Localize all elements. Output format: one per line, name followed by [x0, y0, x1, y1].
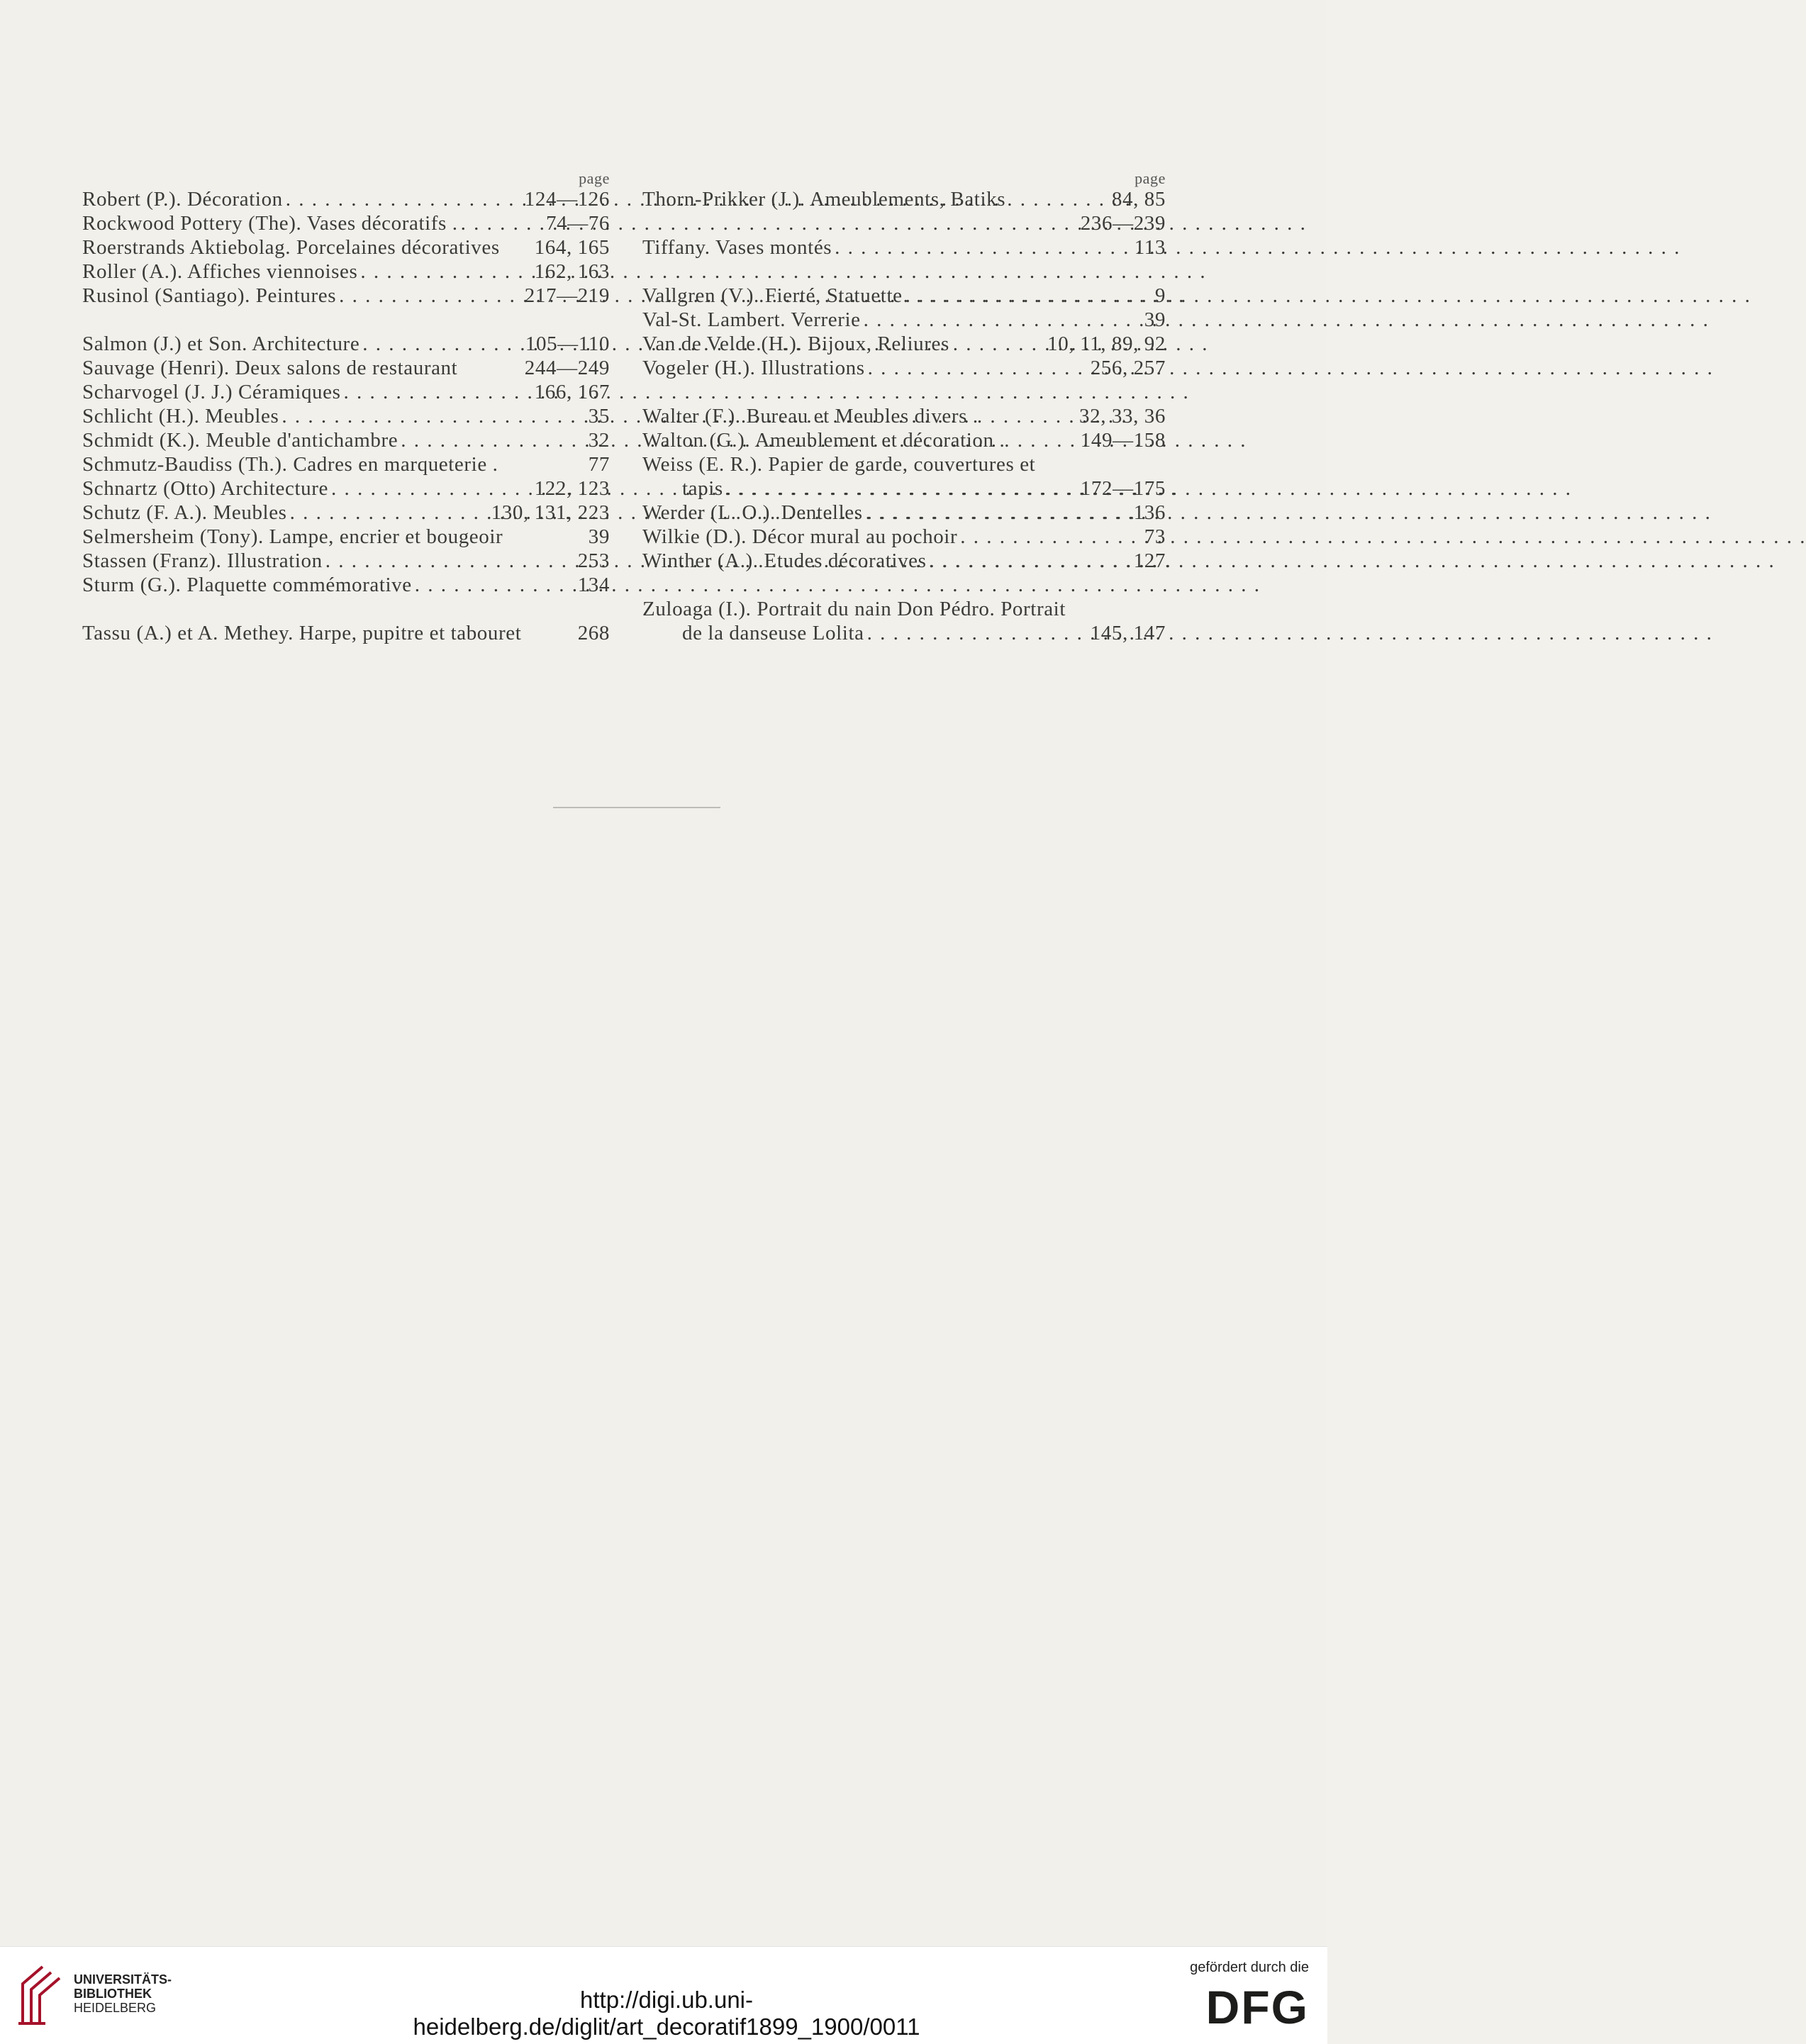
dot-leader: [861, 308, 1144, 332]
entry-text: Roller (A.). Affiches viennoises: [82, 260, 358, 283]
dot-leader: [359, 332, 525, 356]
entry-page-numbers: 127: [1133, 549, 1166, 572]
index-entry: [82, 187, 610, 211]
dot-leader: [864, 621, 1091, 645]
entry-page-numbers: 32: [588, 429, 610, 452]
dot-leader: [341, 380, 535, 404]
index-entry: [82, 549, 610, 573]
entry-page-numbers: 166, 167: [534, 381, 610, 403]
entry-page-numbers: 145, 147: [1090, 622, 1166, 644]
index-entry: [642, 235, 1166, 259]
index-entries-left: [82, 187, 610, 645]
entry-text: Schlicht (H.). Meubles: [82, 405, 279, 428]
entry-page-numbers: 236—239: [1080, 212, 1166, 235]
library-name: UNIVERSITÄTS- BIBLIOTHEK HEIDELBERG: [74, 1972, 172, 2015]
entry-text: Schmidt (K.). Meuble d'antichambre: [82, 429, 398, 452]
index-entry: [642, 501, 1166, 525]
index-entry: [642, 597, 1166, 621]
entry-text: Van de Velde (H.). Bijoux, Reliures: [642, 333, 949, 355]
index-entry: [82, 525, 610, 549]
index-entry: [82, 380, 610, 404]
entry-text: Stassen (Franz). Illustration: [82, 549, 323, 572]
entry-page-numbers: 122, 123: [534, 477, 610, 500]
page-column-header: page: [1135, 169, 1166, 187]
section-divider: [553, 807, 720, 808]
index-entry: [642, 404, 1166, 428]
index-entry: [82, 573, 610, 597]
entry-page-numbers: 164, 165: [534, 236, 610, 259]
entry-text: Sturm (G.). Plaquette commémorative: [82, 574, 412, 596]
dot-leader: [283, 187, 525, 211]
entry-text: Rockwood Pottery (The). Vases décoratifs .: [82, 212, 458, 235]
entry-text: Vogeler (H.). Illustrations: [642, 357, 865, 379]
entry-page-numbers: 136: [1133, 501, 1166, 524]
index-entry: [82, 211, 610, 235]
dot-leader: [927, 549, 1134, 573]
index-entry: [82, 501, 610, 525]
entry-text: Rusinol (Santiago). Peintures: [82, 284, 337, 307]
index-entry: [82, 284, 610, 308]
index-entry: [82, 332, 610, 356]
entry-page-numbers: 256, 257: [1090, 357, 1166, 379]
index-entry: [642, 549, 1166, 573]
viewer-footer: [0, 1946, 1327, 2044]
entry-page-numbers: 253: [577, 549, 610, 572]
index-entry: [642, 428, 1166, 452]
entry-page-numbers: 162, 163: [534, 260, 610, 283]
entry-text: Sauvage (Henri). Deux salons de restaurant: [82, 357, 458, 379]
index-entry: [82, 452, 610, 476]
entry-page-numbers: 217—219: [524, 284, 610, 307]
entry-page-numbers: 73: [1144, 525, 1166, 548]
entry-text: Walter (F.). Bureau et Meubles divers .: [642, 405, 979, 428]
dot-leader: [957, 525, 1144, 549]
entry-text: Winther (A.). Etudes décoratives: [642, 549, 927, 572]
entry-page-numbers: 74—76: [546, 212, 610, 235]
entry-text: Tiffany. Vases montés: [642, 236, 832, 259]
section-gap: [642, 573, 1166, 597]
entry-page-numbers: 39: [1144, 308, 1166, 331]
entry-page-numbers: 244—249: [524, 357, 610, 379]
entry-text: Schnartz (Otto) Architecture: [82, 477, 328, 500]
entry-text: Scharvogel (J. J.) Céramiques: [82, 381, 341, 403]
page-column-header: page: [579, 169, 610, 187]
dot-leader: [412, 573, 578, 597]
section-gap: [82, 597, 610, 621]
entry-page-numbers: 124—126: [524, 188, 610, 211]
dfg-logo-icon: DFG: [1205, 1981, 1309, 2033]
index-entry: [82, 356, 610, 380]
entry-page-numbers: 113: [1134, 236, 1166, 259]
entry-text: Werder (L. O.). Dentelles: [642, 501, 863, 524]
entry-text: Thorn-Prikker (J.). Ameublements, Batiks: [642, 188, 1006, 211]
entry-text: Tassu (A.) et A. Methey. Harpe, pupitre et tabouret: [82, 622, 522, 644]
dot-leader: [903, 284, 1155, 308]
index-entry: [82, 404, 610, 428]
index-entry: [82, 235, 610, 259]
entry-text: Val-St. Lambert. Verrerie: [642, 308, 861, 331]
entry-text: Schutz (F. A.). Meubles: [82, 501, 287, 524]
index-entries-right: [642, 187, 1166, 645]
dot-leader: [865, 356, 1091, 380]
dot-leader: [287, 501, 491, 525]
index-entry: [642, 211, 1166, 235]
index-entry: [642, 452, 1166, 476]
dot-leader: [336, 284, 525, 308]
entry-page-numbers: 134: [577, 574, 610, 596]
index-column-right: [642, 170, 1166, 645]
permalink-url[interactable]: http://digi.ub.uni-heidelberg.de/diglit/art_decoratif1899_1900/0011: [413, 1987, 920, 2040]
index-entry: [642, 356, 1166, 380]
entry-text: Robert (P.). Décoration: [82, 188, 283, 211]
entry-text: de la danseuse Lolita: [682, 622, 864, 644]
section-gap: [642, 380, 1166, 404]
entry-page-numbers: 149—158: [1080, 429, 1166, 452]
entry-page-numbers: 9: [1154, 284, 1166, 307]
index-entry: [642, 187, 1166, 211]
entry-page-numbers: 39: [588, 525, 610, 548]
index-entry: [82, 476, 610, 501]
entry-text: tapis: [682, 477, 723, 500]
entry-text: Schmutz-Baudiss (Th.). Cadres en marqueterie .: [82, 453, 498, 476]
entry-page-numbers: 105—110: [525, 333, 610, 355]
dot-leader: [328, 476, 535, 501]
index-entry: [642, 308, 1166, 332]
section-gap: [82, 308, 610, 332]
entry-page-numbers: 32, 33, 36: [1079, 405, 1166, 428]
index-entry: [82, 259, 610, 284]
index-entry: [82, 621, 610, 645]
entry-page-numbers: 77: [588, 453, 610, 476]
entry-text: Vallgren (V.). Fierté, Statuette: [642, 284, 903, 307]
index-entry: [642, 476, 1166, 501]
entry-text: Walton (G.). Ameublement et décoration .: [642, 429, 1005, 452]
entry-text: Weiss (E. R.). Papier de garde, couvertures et: [642, 453, 1036, 476]
dot-leader: [279, 404, 588, 428]
dot-leader: [723, 476, 1081, 501]
dot-leader: [832, 235, 1135, 259]
entry-text: Selmersheim (Tony). Lampe, encrier et bougeoir: [82, 525, 503, 548]
university-library-logo-icon: [14, 1962, 64, 2028]
entry-page-numbers: 35: [588, 405, 610, 428]
entry-page-numbers: 130, 131, 223: [491, 501, 610, 524]
index-entry: [642, 284, 1166, 308]
index-column-left: [82, 170, 610, 645]
dot-leader: [357, 259, 534, 284]
entry-page-numbers: 172—175: [1080, 477, 1166, 500]
dot-leader: [323, 549, 578, 573]
entry-text: Salmon (J.) et Son. Architecture: [82, 333, 360, 355]
entry-page-numbers: 10, 11, 89, 92: [1047, 333, 1166, 355]
entry-page-numbers: 84, 85: [1111, 188, 1166, 211]
entry-text: Wilkie (D.). Décor mural au pochoir: [642, 525, 958, 548]
index-entry: [642, 621, 1166, 645]
dot-leader: [863, 501, 1134, 525]
index-entry: [642, 525, 1166, 549]
entry-page-numbers: 268: [577, 622, 610, 644]
dot-leader: [458, 211, 546, 235]
index-entry: [642, 332, 1166, 356]
section-gap: [642, 259, 1166, 284]
entry-text: Roerstrands Aktiebolag. Porcelaines décoratives: [82, 236, 500, 259]
entry-text: Zuloaga (I.). Portrait du nain Don Pédro. Portrait: [642, 598, 1066, 620]
dot-leader: [398, 428, 589, 452]
funding-label: gefördert durch die: [1190, 1960, 1309, 1975]
index-entry: [82, 428, 610, 452]
